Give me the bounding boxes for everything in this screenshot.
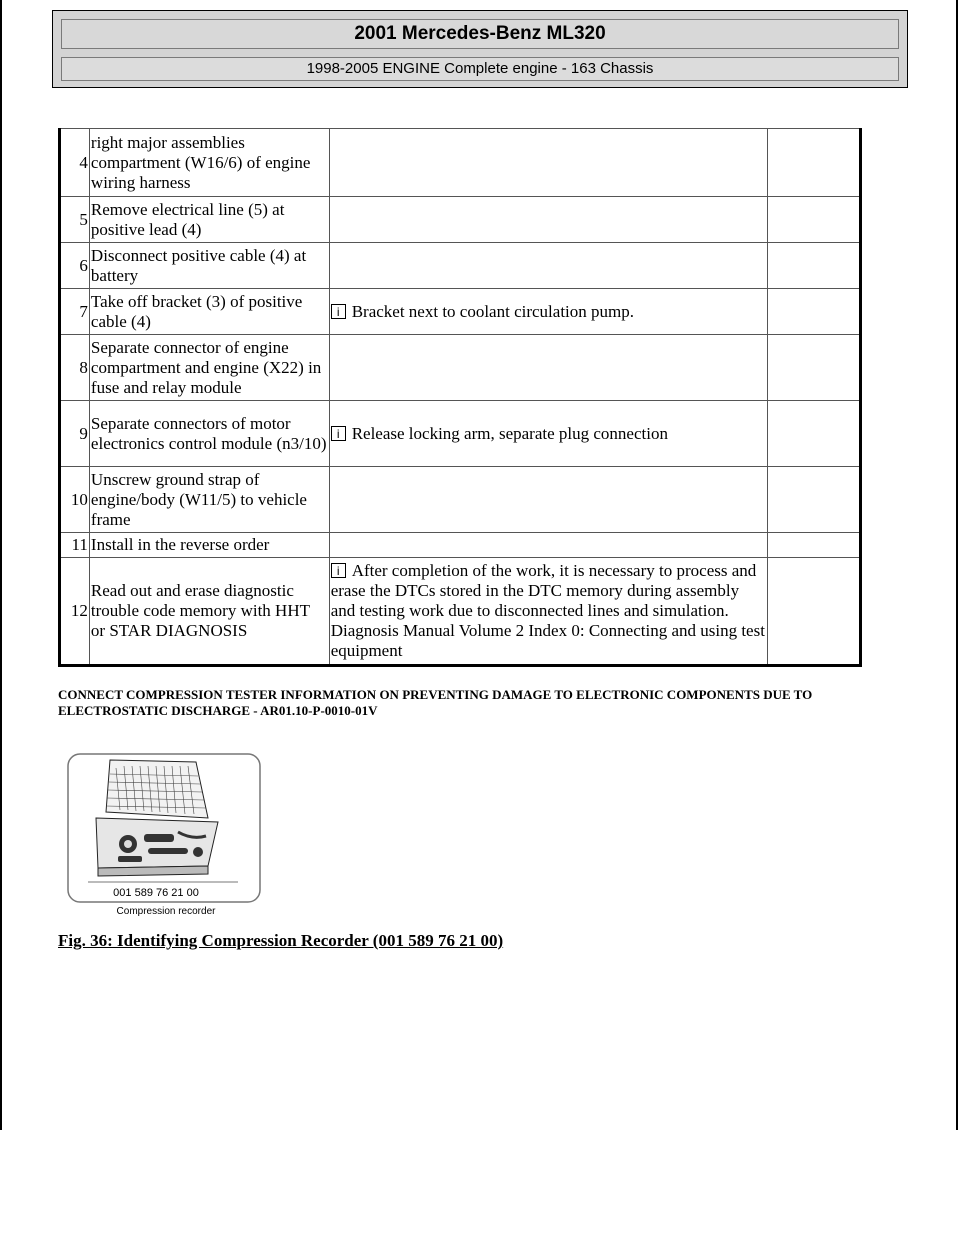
step-instruction: Separate connector of engine compartment and engine (X22) in fuse and relay module xyxy=(89,335,329,401)
step-instruction: Install in the reverse order xyxy=(89,533,329,558)
empty-cell xyxy=(767,197,860,243)
document-header xyxy=(52,10,908,88)
step-number: 8 xyxy=(60,335,90,401)
compression-recorder-illustration xyxy=(58,748,268,918)
document-title: 2001 Mercedes-Benz ML320 xyxy=(61,19,899,49)
table-row xyxy=(60,335,861,401)
info-icon: i xyxy=(331,304,346,319)
step-note xyxy=(329,243,767,289)
empty-cell xyxy=(767,335,860,401)
table-row xyxy=(60,558,861,666)
step-instruction: Unscrew ground strap of engine/body (W11/5) to vehicle frame xyxy=(89,467,329,533)
step-note xyxy=(329,289,767,335)
empty-cell xyxy=(767,401,860,467)
table-row xyxy=(60,197,861,243)
table-row xyxy=(60,401,861,467)
step-number: 9 xyxy=(60,401,90,467)
empty-cell xyxy=(767,533,860,558)
empty-cell xyxy=(767,467,860,533)
page-border-left xyxy=(0,0,2,1130)
step-note xyxy=(329,335,767,401)
step-number: 11 xyxy=(60,533,90,558)
info-icon: i xyxy=(331,426,346,441)
step-number: 5 xyxy=(60,197,90,243)
step-number: 10 xyxy=(60,467,90,533)
step-note xyxy=(329,533,767,558)
figure-label: Compression recorder xyxy=(116,906,216,917)
figure-caption[interactable]: Fig. 36: Identifying Compression Recorder (001 589 76 21 00) xyxy=(58,931,504,950)
step-instruction: Disconnect positive cable (4) at battery xyxy=(89,243,329,289)
step-note xyxy=(329,401,767,467)
step-number: 7 xyxy=(60,289,90,335)
step-note-text: Release locking arm, separate plug connection xyxy=(351,423,668,443)
step-instruction: right major assemblies compartment (W16/6) of engine wiring harness xyxy=(89,129,329,197)
step-number: 6 xyxy=(60,243,90,289)
step-number: 4 xyxy=(60,129,90,197)
table-row xyxy=(60,533,861,558)
page-border-right xyxy=(956,0,958,1130)
step-note-text: After completion of the work, it is necessary to process and erase the DTCs stored in the DTC memory during assembly and testing work due to disconnected lines and simulation. Diagnosis Manual Volume 2 Index 0: Connecting and using test equipment xyxy=(330,561,765,660)
table-row xyxy=(60,129,861,197)
table-row xyxy=(60,289,861,335)
document-subtitle: 1998-2005 ENGINE Complete engine - 163 Chassis xyxy=(61,57,899,81)
empty-cell xyxy=(767,129,860,197)
figure-part-number: 001 589 76 21 00 xyxy=(113,887,199,899)
table-row xyxy=(60,467,861,533)
step-note-text: Bracket next to coolant circulation pump. xyxy=(351,301,634,321)
step-note xyxy=(329,197,767,243)
info-icon: i xyxy=(331,563,346,578)
table-row xyxy=(60,243,861,289)
step-instruction: Take off bracket (3) of positive cable (4) xyxy=(89,289,329,335)
step-instruction: Separate connectors of motor electronics control module (n3/10) xyxy=(89,401,329,467)
step-number: 12 xyxy=(60,558,90,666)
section-heading: CONNECT COMPRESSION TESTER INFORMATION ON PREVENTING DAMAGE TO ELECTRONIC COMPONENTS DUE TO ELECTROSTATIC DISCHARGE - AR01.10-P-0010-01V xyxy=(58,687,813,718)
empty-cell xyxy=(767,289,860,335)
step-note xyxy=(329,467,767,533)
step-note xyxy=(329,558,767,666)
compression-recorder-figure xyxy=(58,748,268,918)
empty-cell xyxy=(767,243,860,289)
step-instruction: Remove electrical line (5) at positive lead (4) xyxy=(89,197,329,243)
empty-cell xyxy=(767,558,860,666)
step-note xyxy=(329,129,767,197)
procedure-table xyxy=(58,128,862,667)
step-instruction: Read out and erase diagnostic trouble code memory with HHT or STAR DIAGNOSIS xyxy=(89,558,329,666)
